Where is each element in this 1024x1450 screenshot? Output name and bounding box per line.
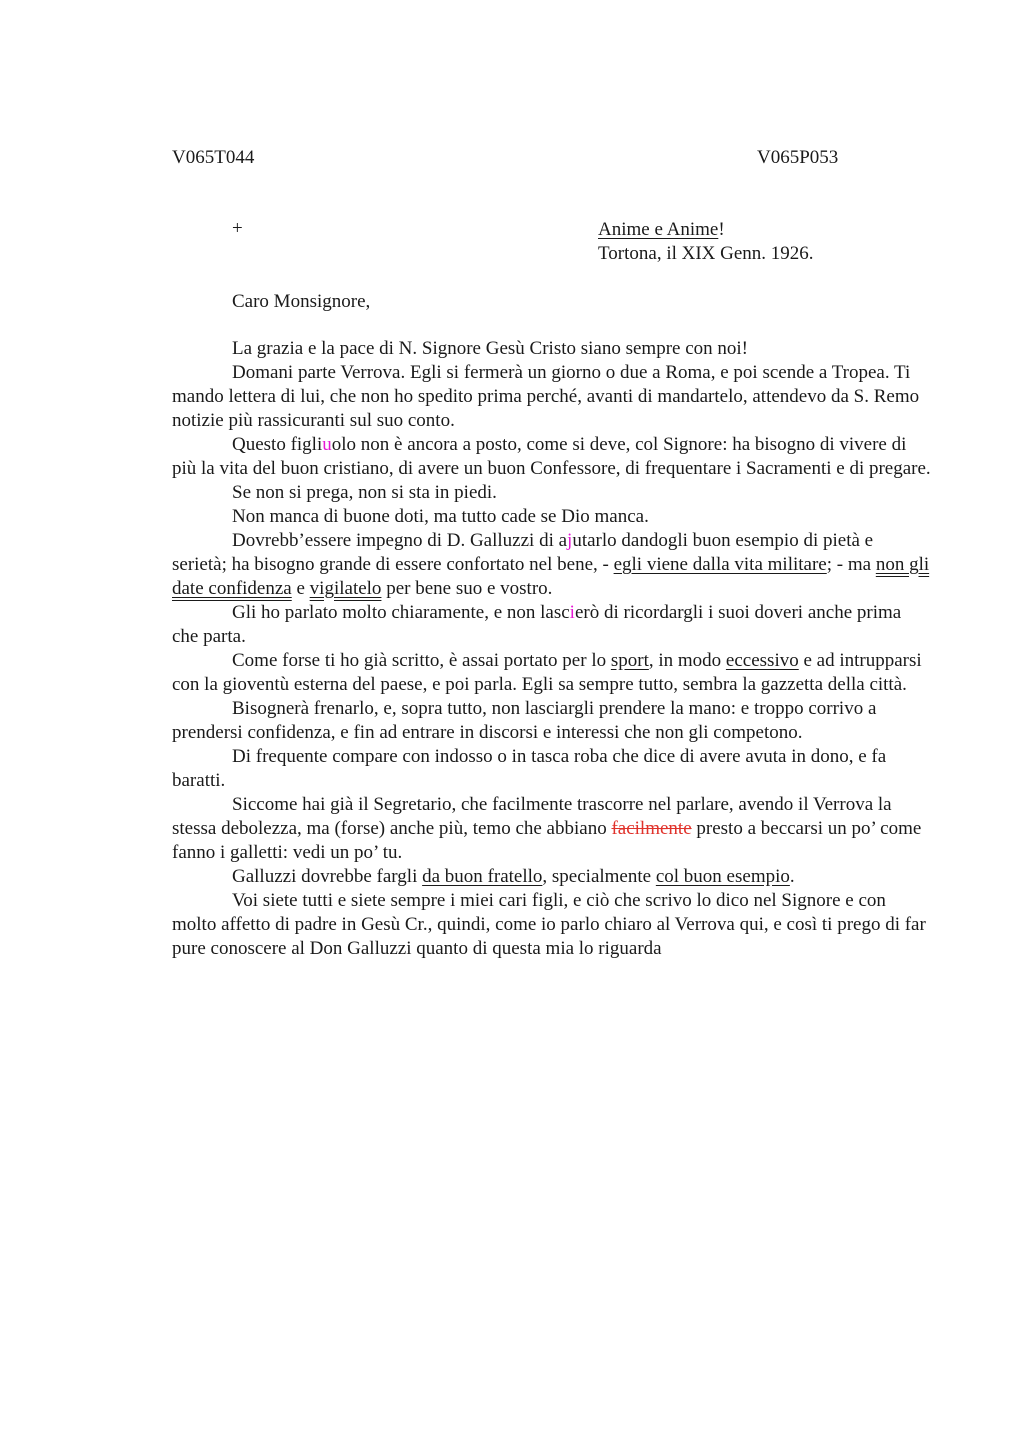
- double-underlined-phrase: vigilatelo: [309, 578, 382, 599]
- paragraph-10: Di frequente compare con indosso o in tasca roba che dice di avere avuta in dono, e fa baratti.: [172, 746, 887, 791]
- motto-underlined: Anime e Anime: [598, 219, 719, 240]
- paragraph-11: [172, 793, 932, 865]
- paragraph-6: [172, 529, 932, 601]
- text-run: presto a beccarsi un po’ come fanno i galletti: vedi un po’ tu.: [172, 818, 922, 863]
- correction-mark: u: [322, 434, 332, 455]
- text-run: Galluzzi dovrebbe fargli: [232, 866, 423, 887]
- text-run: e ad intrupparsi con la gioventù esterna del paese, e poi parla. Egli sa sempre tutto, sembra la gazzetta della città.: [172, 650, 922, 695]
- correction-mark: i: [569, 602, 575, 623]
- underlined-phrase: eccessivo: [725, 650, 799, 671]
- underlined-phrase: sport: [610, 650, 649, 671]
- text-run: Come forse ti ho già scritto, è assai portato per lo: [232, 650, 611, 671]
- salutation: Caro Monsignore,: [232, 291, 371, 312]
- motto-suffix: !: [718, 219, 725, 240]
- text-run: .: [789, 866, 795, 887]
- underlined-phrase: col buon esempio: [655, 866, 790, 887]
- text-run: Dovrebb’essere impegno di D. Galluzzi di a: [232, 530, 568, 551]
- document-code-left: V065T044: [172, 147, 255, 168]
- paragraph-9: Bisognerà frenarlo, e, sopra tutto, non lasciargli prendere la mano: e troppo corrivo a prendersi confidenza, e fin ad entrare in discorsi e interessi che non gli competono.: [172, 698, 877, 743]
- text-run: utarlo dandogli buon esempio di pietà e serietà; ha bisogno grande di essere confortato nel bene, -: [172, 530, 874, 575]
- dateline: Tortona, il XIX Genn. 1926.: [598, 243, 814, 264]
- letter-body: [172, 337, 932, 961]
- underlined-phrase: da buon fratello: [422, 866, 543, 887]
- paragraph-5: Non manca di buone doti, ma tutto cade se Dio manca.: [232, 506, 649, 527]
- text-run: ; - ma: [826, 554, 876, 575]
- text-run: , in modo: [648, 650, 726, 671]
- text-run: erò di ricordargli i suoi doveri anche prima che parta.: [172, 602, 902, 647]
- paragraph-4: Se non si prega, non si sta in piedi.: [232, 482, 497, 503]
- paragraph-1: La grazia e la pace di N. Signore Gesù Cristo siano sempre con noi!: [232, 338, 749, 359]
- paragraph-3: [172, 433, 932, 481]
- underlined-phrase: egli viene dalla vita militare: [613, 554, 827, 575]
- text-run: e: [291, 578, 310, 599]
- document-code-right: V065P053: [757, 147, 839, 168]
- motto: [598, 218, 725, 242]
- text-run: olo non è ancora a posto, come si deve, col Signore: ha bisogno di vivere di più la vita del buon cristiano, di avere un buon Confessore, di frequentare i Sacramenti e di pregare.: [172, 434, 931, 479]
- paragraph-7: [172, 601, 932, 649]
- text-run: per bene suo e vostro.: [381, 578, 553, 599]
- text-run: Siccome hai già il Segretario, che facilmente trascorre nel parlare, avendo il Verrova la stessa debolezza, ma (forse) anche più, temo che abbiano: [172, 794, 892, 839]
- text-run: , specialmente: [542, 866, 656, 887]
- double-underlined-phrase: non gli date confidenza: [172, 554, 930, 599]
- text-run: Questo figli: [232, 434, 323, 455]
- text-run: Gli ho parlato molto chiaramente, e non lasc: [232, 602, 570, 623]
- paragraph-8: [172, 649, 932, 697]
- paragraph-12: [172, 865, 932, 889]
- paragraph-13: Voi siete tutti e siete sempre i miei cari figli, e ciò che scrivo lo dico nel Signore e con molto affetto di padre in Gesù Cr., quindi, come io parlo chiaro al Verrova qui, e così ti prego di far pure conoscere al Don Galluzzi quanto di questa mia lo riguarda: [172, 890, 926, 959]
- cross-symbol: +: [232, 218, 243, 239]
- struck-word: facilmente: [611, 818, 692, 839]
- paragraph-2: Domani parte Verrova. Egli si fermerà un giorno o due a Roma, e poi scende a Tropea. Ti mando lettera di lui, che non ho spedito prima perché, avanti di mandartelo, attendevo da S. Remo notizie più rassicuranti sul suo conto.: [172, 362, 920, 431]
- correction-mark: j: [567, 530, 573, 551]
